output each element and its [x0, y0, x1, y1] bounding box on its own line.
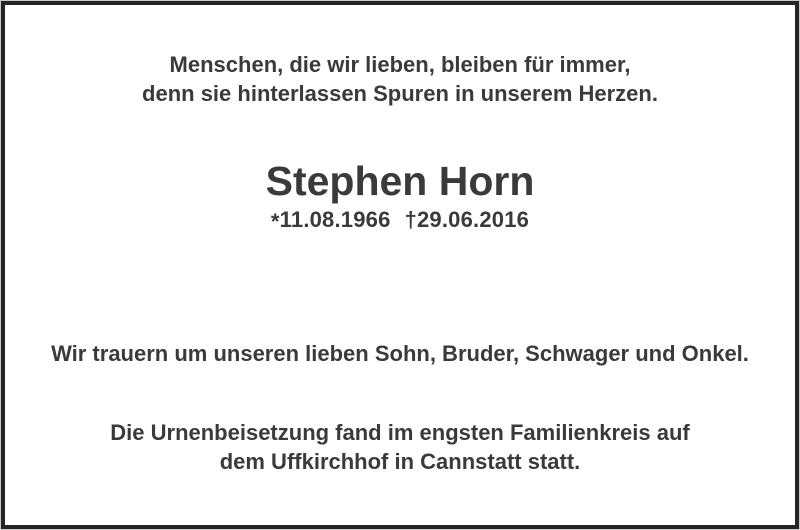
epigraph-line-2: denn sie hinterlassen Spuren in unserem Herzen.: [142, 81, 658, 106]
death-date: 29.06.2016: [417, 207, 530, 232]
mourning-line: Wir trauern um unseren lieben Sohn, Bruder, Schwager und Onkel.: [51, 341, 749, 366]
funeral-info: [5, 418, 795, 476]
epigraph-line-1: Menschen, die wir lieben, bleiben für immer,: [169, 52, 631, 77]
birth-date-group: [271, 207, 391, 232]
death-date-group: [405, 207, 530, 232]
obituary-notice: [1, 1, 799, 529]
life-dates: [5, 206, 795, 233]
death-cross-symbol: †: [404, 207, 417, 232]
funeral-line-2: dem Uffkirchhof in Cannstatt statt.: [219, 449, 581, 474]
epigraph: [5, 50, 795, 108]
deceased-name: Stephen Horn: [265, 158, 535, 204]
funeral-line-1: Die Urnenbeisetzung fand im engsten Familienkreis auf: [110, 420, 690, 445]
birth-star-symbol: *: [270, 209, 280, 234]
birth-date: 11.08.1966: [279, 207, 391, 232]
